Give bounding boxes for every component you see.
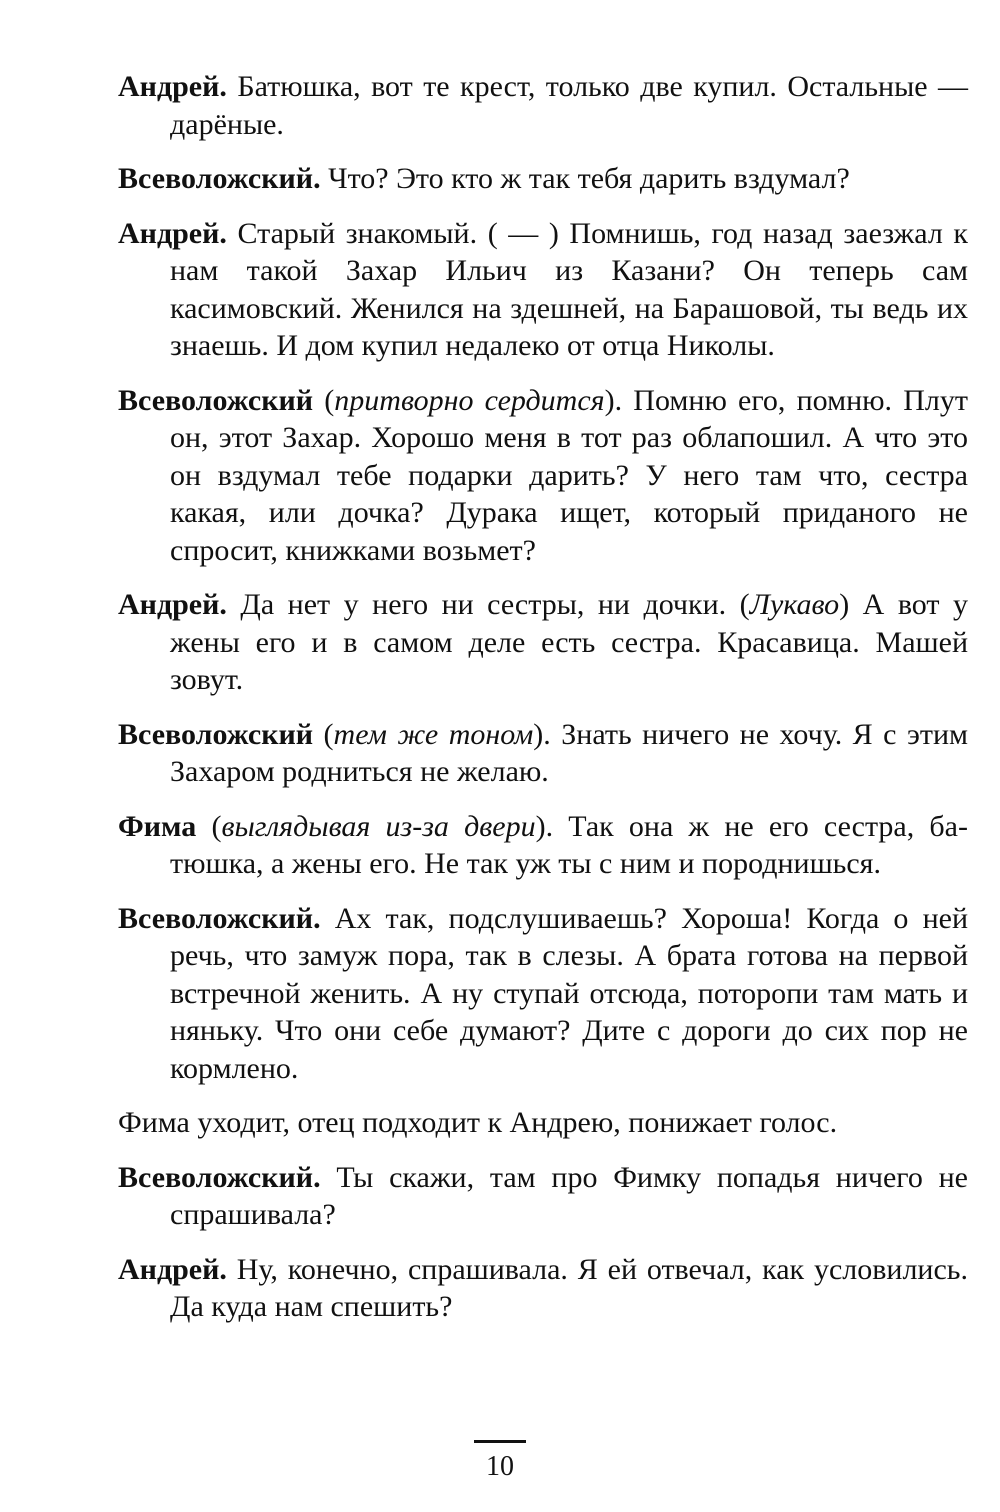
- stage-direction: притворно сердится: [334, 383, 605, 417]
- dialogue-text: Знать ничего не хочу. Я с этим Захаром родниться не желаю.: [170, 717, 968, 788]
- dialogue-text: Что? Это кто ж так тебя дарить вздумал?: [320, 162, 850, 195]
- dialogue-text: Старый знакомый. ( — ) Помнишь, год назад заезжал к нам такой Захар Ильич из Казани? Он теперь сам касимовский. Женился на здешней, на Барашовой, ты ведь их знаешь. И дом купил недалеко от отца Николы.: [170, 216, 968, 362]
- speaker-separator: .: [219, 70, 227, 103]
- stage-direction: Лукаво: [749, 588, 840, 621]
- direction-close: ).: [533, 717, 551, 751]
- dialogue-line: [118, 1251, 968, 1326]
- speaker-name: Всеволожский: [118, 1160, 314, 1194]
- speaker-separator: .: [313, 162, 321, 195]
- page-footer: [0, 1440, 1000, 1483]
- dialogue-line: [118, 160, 968, 198]
- speaker-separator: .: [219, 588, 227, 621]
- dialogue-line: [118, 382, 968, 570]
- stage-direction: выглядывая из-за двери: [221, 809, 536, 843]
- speaker-name: Всеволожский: [118, 901, 314, 935]
- book-page: [118, 68, 968, 1343]
- dialogue-text-continued: ) А вот у жены его и в самом деле есть сестра. Красавица. Машей зовут.: [170, 588, 968, 696]
- dialogue-line: [118, 68, 968, 143]
- stage-direction-text: Фима уходит, отец подходит к Андрею, понижает голос.: [118, 1106, 838, 1139]
- speaker-name: Всеволожский: [118, 383, 314, 417]
- stage-direction-paragraph: [118, 1104, 968, 1142]
- speaker-name: Всеволожский: [118, 717, 314, 751]
- direction-open: (: [313, 717, 334, 751]
- dialogue-line: [118, 716, 968, 791]
- speaker-name: Андрей: [118, 1252, 220, 1286]
- dialogue-text: Помню его, помню. Плут он, этот Захар. Хорошо меня в тот раз облапошил. А что это он вздумал тебе подарки дарить? У него там что, сестра какая, или дочка? Дурака ищет, который приданого не спросит, книжками возьмет?: [170, 383, 968, 567]
- speaker-separator: .: [313, 901, 321, 935]
- speaker-name: Андрей: [118, 70, 220, 103]
- dialogue-line: [118, 586, 968, 699]
- dialogue-line: [118, 1159, 968, 1234]
- dialogue-text: Ты скажи, там про Фимку попадья ничего не спрашивала?: [170, 1160, 968, 1231]
- dialogue-text: Ах так, подслушиваешь? Хороша! Когда о ней речь, что замуж пора, так в слезы. А брата готова на первой встречной женить. А ну ступай отсюда, поторопи там мать и няньку. Что они себе думают? Дите с дороги до сих пор не кормлено.: [170, 901, 968, 1085]
- direction-close: ).: [604, 383, 623, 417]
- dialogue-line: [118, 900, 968, 1088]
- dialogue-text: Батюшка, вот те крест, только две купил. Остальные — дарёные.: [170, 70, 968, 141]
- page-number: 10: [486, 1451, 514, 1482]
- stage-direction: тем же тоном: [333, 717, 534, 751]
- direction-open: (: [196, 809, 222, 843]
- speaker-name: Всеволожский: [118, 162, 314, 195]
- dialogue-text: Ну, конечно, спрашивала. Я ей отвечал, как условились. Да куда нам спешить?: [170, 1252, 968, 1323]
- direction-close: ).: [535, 809, 554, 843]
- speaker-separator: .: [219, 216, 227, 250]
- speaker-name: Андрей: [118, 216, 220, 250]
- direction-open: (: [313, 383, 335, 417]
- dialogue-text: Так она ж не его сестра, батюшка, а жены его. Не так уж ты с ним и породнишься.: [170, 809, 968, 880]
- dialogue-line: [118, 215, 968, 365]
- dialogue-text: Да нет у него ни сестры, ни дочки. (: [226, 588, 750, 621]
- speaker-name: Фима: [118, 809, 197, 843]
- speaker-separator: .: [219, 1252, 227, 1286]
- footer-rule: [474, 1440, 526, 1443]
- speaker-separator: .: [313, 1160, 321, 1194]
- dialogue-line: [118, 808, 968, 883]
- speaker-name: Андрей: [118, 588, 220, 621]
